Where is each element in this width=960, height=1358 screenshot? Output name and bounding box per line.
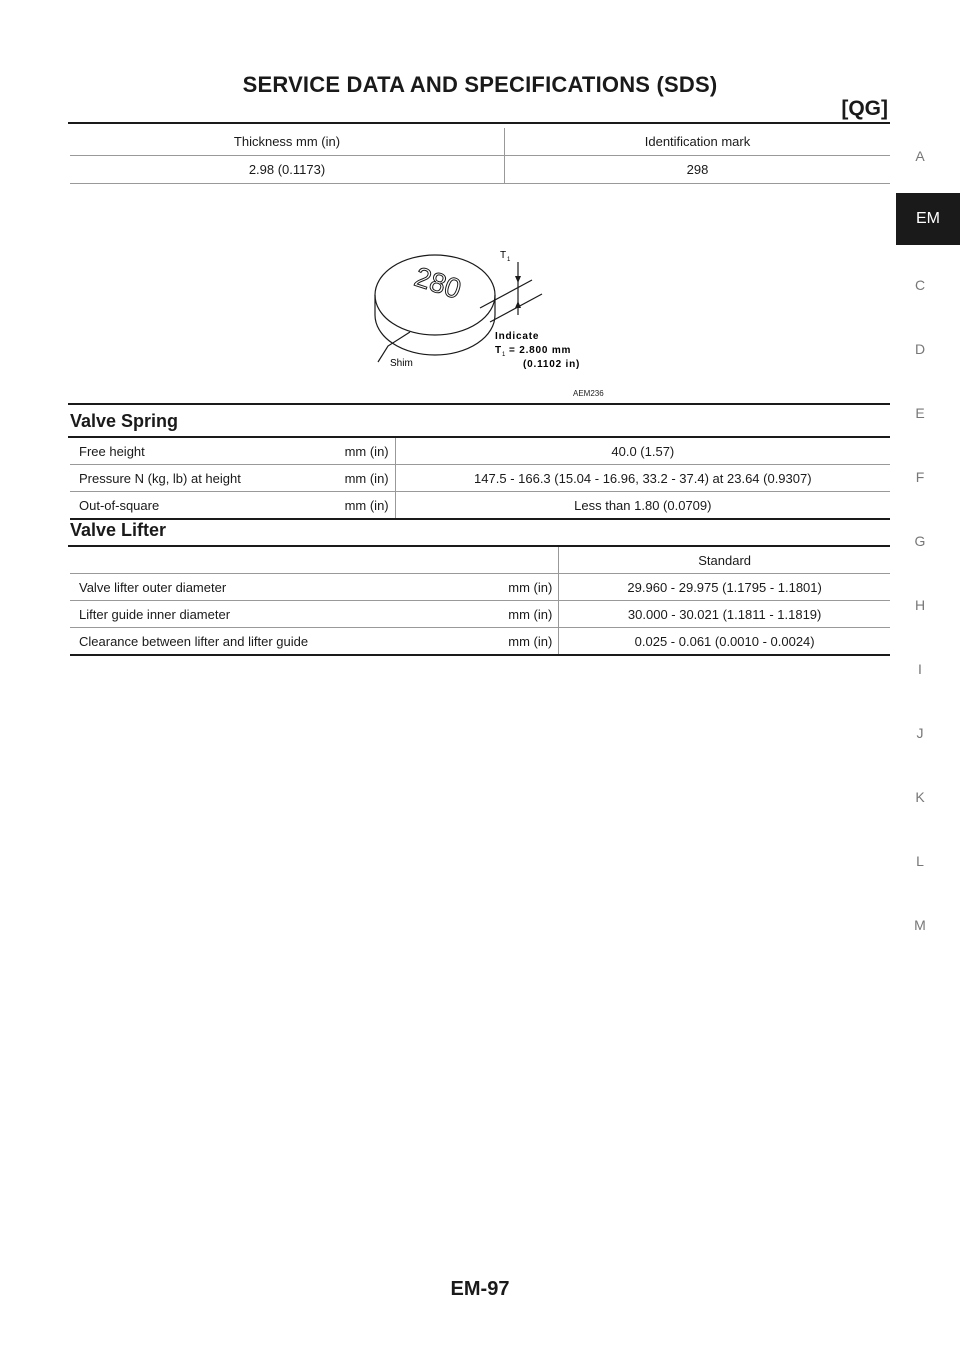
indicate-inch: (0.1102 in) <box>523 359 581 370</box>
table-header-cell: Thickness mm (in) <box>70 128 505 156</box>
index-tab-em-active[interactable]: EM <box>896 193 960 245</box>
spec-unit: mm (in) <box>472 601 559 628</box>
shim-thickness-table <box>70 128 890 184</box>
page-title: SERVICE DATA AND SPECIFICATIONS (SDS) <box>242 72 718 97</box>
index-tab-c[interactable]: C <box>914 277 926 293</box>
indicate-value: = 2.800 mm <box>509 345 572 356</box>
t1-subscript: 1 <box>502 352 506 358</box>
engine-code: [QG] <box>841 97 888 120</box>
index-tab-m[interactable]: M <box>914 917 926 933</box>
standard-column-header: Standard <box>559 547 890 574</box>
spec-item: Clearance between lifter and lifter guide <box>70 628 472 656</box>
spec-unit: mm (in) <box>320 438 395 465</box>
table-row <box>70 438 890 465</box>
spec-unit: mm (in) <box>472 628 559 656</box>
spec-unit: mm (in) <box>472 574 559 601</box>
index-tab-g[interactable]: G <box>914 533 926 549</box>
table-row <box>70 465 890 492</box>
spec-item: Valve lifter outer diameter <box>70 574 472 601</box>
shim-marking: 280 <box>410 261 465 305</box>
spec-value: 29.960 - 29.975 (1.1795 - 1.1801) <box>559 574 890 601</box>
spec-item: Pressure N (kg, lb) at height <box>70 465 320 492</box>
page-number: EM-97 <box>450 1278 510 1300</box>
spec-item: Lifter guide inner diameter <box>70 601 472 628</box>
table-cell: 298 <box>505 156 891 184</box>
index-tab-d[interactable]: D <box>914 341 926 357</box>
index-tab-a[interactable]: A <box>915 148 925 164</box>
table-row <box>70 574 890 601</box>
valve-spring-heading: Valve Spring <box>70 411 179 431</box>
spec-value: 40.0 (1.57) <box>395 438 890 465</box>
table-row <box>70 492 890 520</box>
table-row <box>70 628 890 656</box>
index-tab-e[interactable]: E <box>915 405 925 421</box>
section-rule <box>68 403 890 405</box>
table-header-row <box>70 547 890 574</box>
spec-unit: mm (in) <box>320 465 395 492</box>
spec-unit-empty <box>472 547 559 574</box>
index-tab-i[interactable]: I <box>918 661 922 677</box>
table-header-cell: Identification mark <box>505 128 891 156</box>
indicate-label: Indicate <box>495 331 540 342</box>
valve-lifter-heading: Valve Lifter <box>70 520 167 540</box>
index-tab-l[interactable]: L <box>916 853 924 869</box>
t1-label: T <box>500 250 507 261</box>
t1-label: T <box>495 345 502 356</box>
t1-subscript: 1 <box>507 257 511 263</box>
shim-illustration <box>360 240 620 400</box>
spec-unit: mm (in) <box>320 492 395 520</box>
header-rule <box>68 122 890 124</box>
spec-value: Less than 1.80 (0.0709) <box>395 492 890 520</box>
index-tab-f[interactable]: F <box>915 469 925 485</box>
table-cell: 2.98 (0.1173) <box>70 156 505 184</box>
table-row <box>70 156 890 184</box>
shim-body-outline <box>375 295 495 355</box>
spec-item-empty <box>70 547 472 574</box>
spec-item: Free height <box>70 438 320 465</box>
index-tab-h[interactable]: H <box>914 597 926 613</box>
spec-item: Out-of-square <box>70 492 320 520</box>
index-tab-k[interactable]: K <box>915 789 925 805</box>
valve-lifter-table <box>70 547 890 656</box>
figure-code: AEM236 <box>573 389 604 398</box>
table-row <box>70 601 890 628</box>
arrowhead-down <box>515 276 521 283</box>
shim-label: Shim <box>390 358 413 369</box>
valve-spring-table <box>70 438 890 520</box>
spec-value: 147.5 - 166.3 (15.04 - 16.96, 33.2 - 37.4) at 23.64 (0.9307) <box>395 465 890 492</box>
spec-value: 0.025 - 0.061 (0.0010 - 0.0024) <box>559 628 890 656</box>
table-header-row <box>70 128 890 156</box>
spec-value: 30.000 - 30.021 (1.1811 - 1.1819) <box>559 601 890 628</box>
index-tab-j[interactable]: J <box>916 725 924 741</box>
arrowhead-up <box>515 301 521 308</box>
